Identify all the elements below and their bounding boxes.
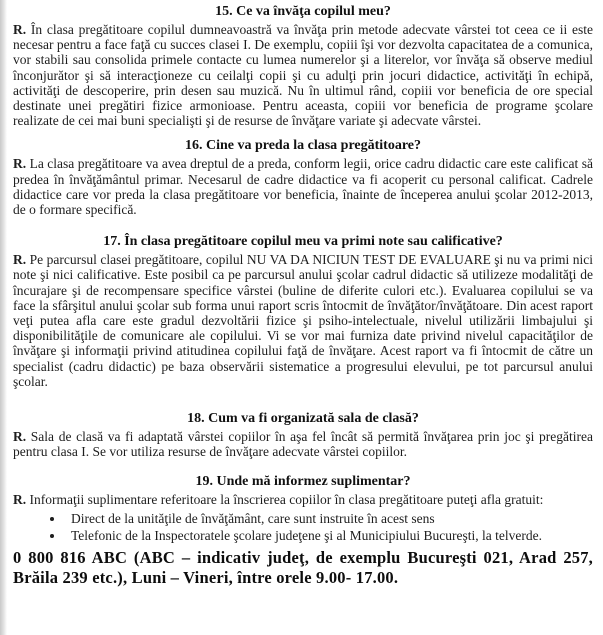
section-q16: [13, 138, 593, 217]
answer-text-q17: Pe parcursul clasei pregătitoare, copilul NU VA DA NICIUN TEST DE EVALUARE şi nu va primi nici note şi nici calificative. Este posibil ca pe parcursul anului şcolar cadrul didactic să utilizeze modalităţi de încurajare şi de recompensare specifice vârstei (buline de diferite culori etc.). Evaluarea copilului se va face la sfârşitul anului şcolar sub forma unui raport scris întocmit de învăţător/învăţătoare. Din acest raport veţi putea afla care este gradul dezvoltării fizice şi psiho-intelectuale, nivelul utilizării limbajului şi disponibilităţile de comunicare ale copilului. Vi se vor mai furniza date privind nivelul capacităţilor de învăţare şi informaţii privind atitudinea copilului faţă de învăţare. Acest raport va fi întocmit de către un specialist (cadru didactic) pe baza observării sistematice a progresului elevului, pe tot parcursul anului şcolar.: [13, 252, 593, 389]
answer-text-q16: La clasa pregătitoare va avea dreptul de a preda, conform legii, orice cadru didactic care este calificat să predea în învăţământul primar. Necesarul de cadre didactice va fi acoperit cu personal calificat. Cadrele didactice care vor preda la clasa pregătitoare vor beneficia, înainte de începerea anului şcolar 2012-2013, de o formare specifică.: [13, 156, 593, 218]
section-q18: [13, 411, 593, 459]
answer-paragraph-q15: [13, 22, 593, 128]
answer-lead-q19: R.: [13, 492, 27, 508]
section-q19: [13, 474, 593, 588]
list-item: • Telefonic de la Inspectoratele şcolare judeţene şi al Municipiului Bucureşti, la telverde.: [65, 527, 593, 545]
info-sources-list: [49, 510, 593, 545]
answer-paragraph-q18: [13, 429, 593, 459]
answer-lead-q15: R.: [13, 22, 27, 37]
section-heading-q17: 17. În clasa pregătitoare copilul meu va primi note sau calificative?: [103, 234, 503, 250]
section-heading-q19: 19. Unde mă informez suplimentar?: [195, 474, 411, 490]
phone-number-note: 0 800 816 ABC (ABC – indicativ judeţ, de exemplu Bucureşti 021, Arad 257, Brăila 239 etc.), Luni – Vineri, între orele 9.00- 17.00.: [13, 547, 593, 588]
section-heading-q18: 18. Cum va fi organizată sala de clasă?: [187, 411, 419, 427]
answer-text-q15: În clasa pregătitoare copilul dumneavoastră va învăţa prin metode adecvate vârstei tot ceea ce ii este necesar pentru a face faţă cu succes clasei I. De exemplu, copiii îşi vor dezvolta capacitatea de a comunica, vor stabili sau consolida primele contacte cu lumea numerelor şi a literelor, vor învăţa să observe mediul înconjurător şi să interacţioneze cu ceilalţi copii şi cu adulţi prin jocuri didactice, activităţi în echipă, activităţi de descoperire, prin desen sau muzică. Nu în ultimul rând, copiii vor beneficia de ore special destinate unei pregătiri fizice armonioase. Pentru aceasta, copiii vor beneficia de programe şcolare realizate de cei mai buni specialişti şi de resurse de învăţare variate şi adecvate vârstei.: [13, 22, 594, 129]
answer-text-q19: Informaţii suplimentare referitoare la înscrierea copiilor în clasa pregătitoare puteţi afla gratuit:: [29, 492, 544, 508]
answer-lead-q16: R.: [13, 156, 27, 172]
answer-paragraph-q17: [13, 252, 593, 389]
answer-text-q18: Sala de clasă va fi adaptată vârstei copiilor în aşa fel încât să permită învăţarea prin joc şi pregătirea pentru clasa I. Se vor utiliza resurse de învăţare adecvate vârstei copiilor.: [13, 429, 593, 460]
answer-lead-q17: R.: [13, 252, 27, 268]
answer-paragraph-q19: [13, 492, 593, 507]
section-q17: [13, 234, 593, 389]
section-heading-q16: 16. Cine va preda la clasa pregătitoare?: [184, 138, 422, 154]
answer-paragraph-q16: [13, 156, 593, 217]
section-q15: [13, 4, 593, 128]
list-item: • Direct de la unităţile de învăţământ, care sunt instruite în acest sens: [65, 510, 593, 528]
answer-lead-q18: R.: [13, 429, 27, 445]
section-heading-q15: 15. Ce va învăţa copilul meu?: [215, 4, 391, 19]
